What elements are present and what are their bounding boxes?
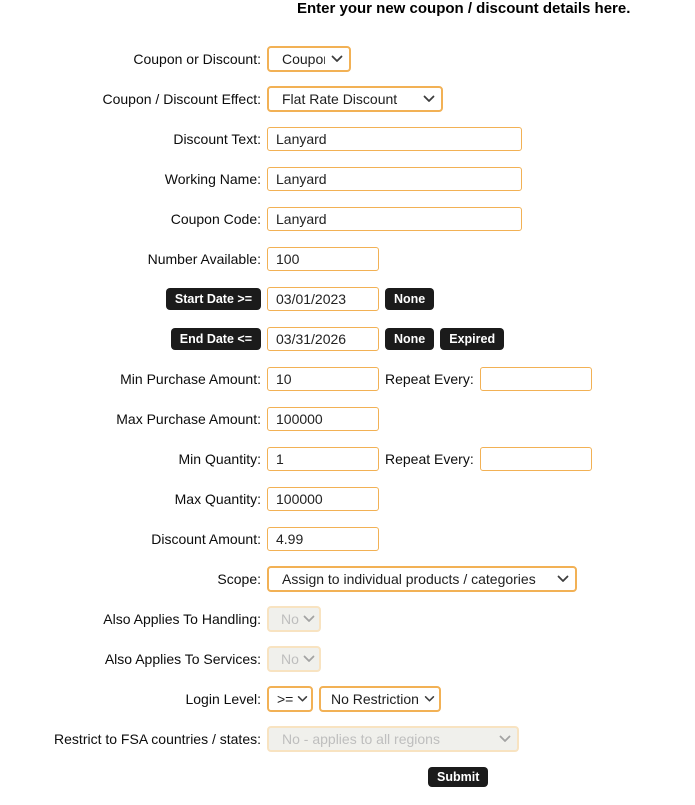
min-quantity-repeat-label: Repeat Every: xyxy=(385,451,474,467)
fsa-restriction-select xyxy=(267,726,519,752)
end-date-none-button[interactable]: None xyxy=(385,328,434,350)
min-purchase-amount-input[interactable] xyxy=(267,367,379,391)
row-min-purchase xyxy=(0,366,695,392)
row-min-quantity xyxy=(0,446,695,472)
min-purchase-repeat-input[interactable] xyxy=(480,367,592,391)
min-quantity-repeat-input[interactable] xyxy=(480,447,592,471)
max-quantity-label: Max Quantity: xyxy=(174,491,261,507)
working-name-label: Working Name: xyxy=(164,171,261,187)
applies-handling-label: Also Applies To Handling: xyxy=(103,611,261,627)
row-max-purchase xyxy=(0,406,695,432)
scope-label: Scope: xyxy=(217,571,261,587)
min-purchase-repeat-label: Repeat Every: xyxy=(385,371,474,387)
coupon-code-input[interactable] xyxy=(267,207,522,231)
start-date-input[interactable] xyxy=(267,287,379,311)
row-discount-text xyxy=(0,126,695,152)
working-name-input[interactable] xyxy=(267,167,522,191)
end-date-expired-button[interactable]: Expired xyxy=(440,328,504,350)
row-login-level xyxy=(0,686,695,712)
min-quantity-input[interactable] xyxy=(267,447,379,471)
login-level-select[interactable] xyxy=(319,686,441,712)
discount-amount-label: Discount Amount: xyxy=(151,531,261,547)
coupon-or-discount-select[interactable] xyxy=(267,46,351,72)
number-available-input[interactable] xyxy=(267,247,379,271)
row-working-name xyxy=(0,166,695,192)
min-purchase-label: Min Purchase Amount: xyxy=(120,371,261,387)
coupon-discount-form xyxy=(0,46,695,787)
row-max-quantity xyxy=(0,486,695,512)
row-applies-services xyxy=(0,646,695,672)
coupon-code-label: Coupon Code: xyxy=(170,211,261,227)
login-level-label: Login Level: xyxy=(185,691,261,707)
login-level-operator-select[interactable] xyxy=(267,686,313,712)
discount-amount-input[interactable] xyxy=(267,527,379,551)
discount-text-label: Discount Text: xyxy=(173,131,261,147)
scope-select[interactable] xyxy=(267,566,577,592)
coupon-or-discount-label: Coupon or Discount: xyxy=(133,51,261,67)
submit-row xyxy=(428,767,695,787)
applies-services-label: Also Applies To Services: xyxy=(104,651,261,667)
number-available-label: Number Available: xyxy=(147,251,261,267)
max-quantity-input[interactable] xyxy=(267,487,379,511)
row-scope xyxy=(0,566,695,592)
max-purchase-amount-input[interactable] xyxy=(267,407,379,431)
row-effect xyxy=(0,86,695,112)
max-purchase-label: Max Purchase Amount: xyxy=(116,411,261,427)
discount-text-input[interactable] xyxy=(267,127,522,151)
row-coupon-code xyxy=(0,206,695,232)
fsa-restriction-label: Restrict to FSA countries / states: xyxy=(54,731,261,747)
row-fsa-restriction xyxy=(0,726,695,752)
row-coupon-or-discount xyxy=(0,46,695,72)
applies-handling-select xyxy=(267,606,321,632)
min-quantity-label: Min Quantity: xyxy=(178,451,261,467)
submit-button[interactable]: Submit xyxy=(428,767,488,787)
applies-services-select xyxy=(267,646,321,672)
start-date-none-button[interactable]: None xyxy=(385,288,434,310)
effect-label: Coupon / Discount Effect: xyxy=(102,91,261,107)
row-applies-handling xyxy=(0,606,695,632)
row-number-available xyxy=(0,246,695,272)
row-end-date xyxy=(0,326,695,352)
row-discount-amount xyxy=(0,526,695,552)
effect-select[interactable] xyxy=(267,86,443,112)
start-date-button[interactable]: Start Date >= xyxy=(166,288,261,310)
coupon-discount-form-page xyxy=(0,1,695,805)
end-date-button[interactable]: End Date <= xyxy=(171,328,261,350)
end-date-input[interactable] xyxy=(267,327,379,351)
page-title: Enter your new coupon / discount details here. xyxy=(297,0,631,17)
row-start-date xyxy=(0,286,695,312)
